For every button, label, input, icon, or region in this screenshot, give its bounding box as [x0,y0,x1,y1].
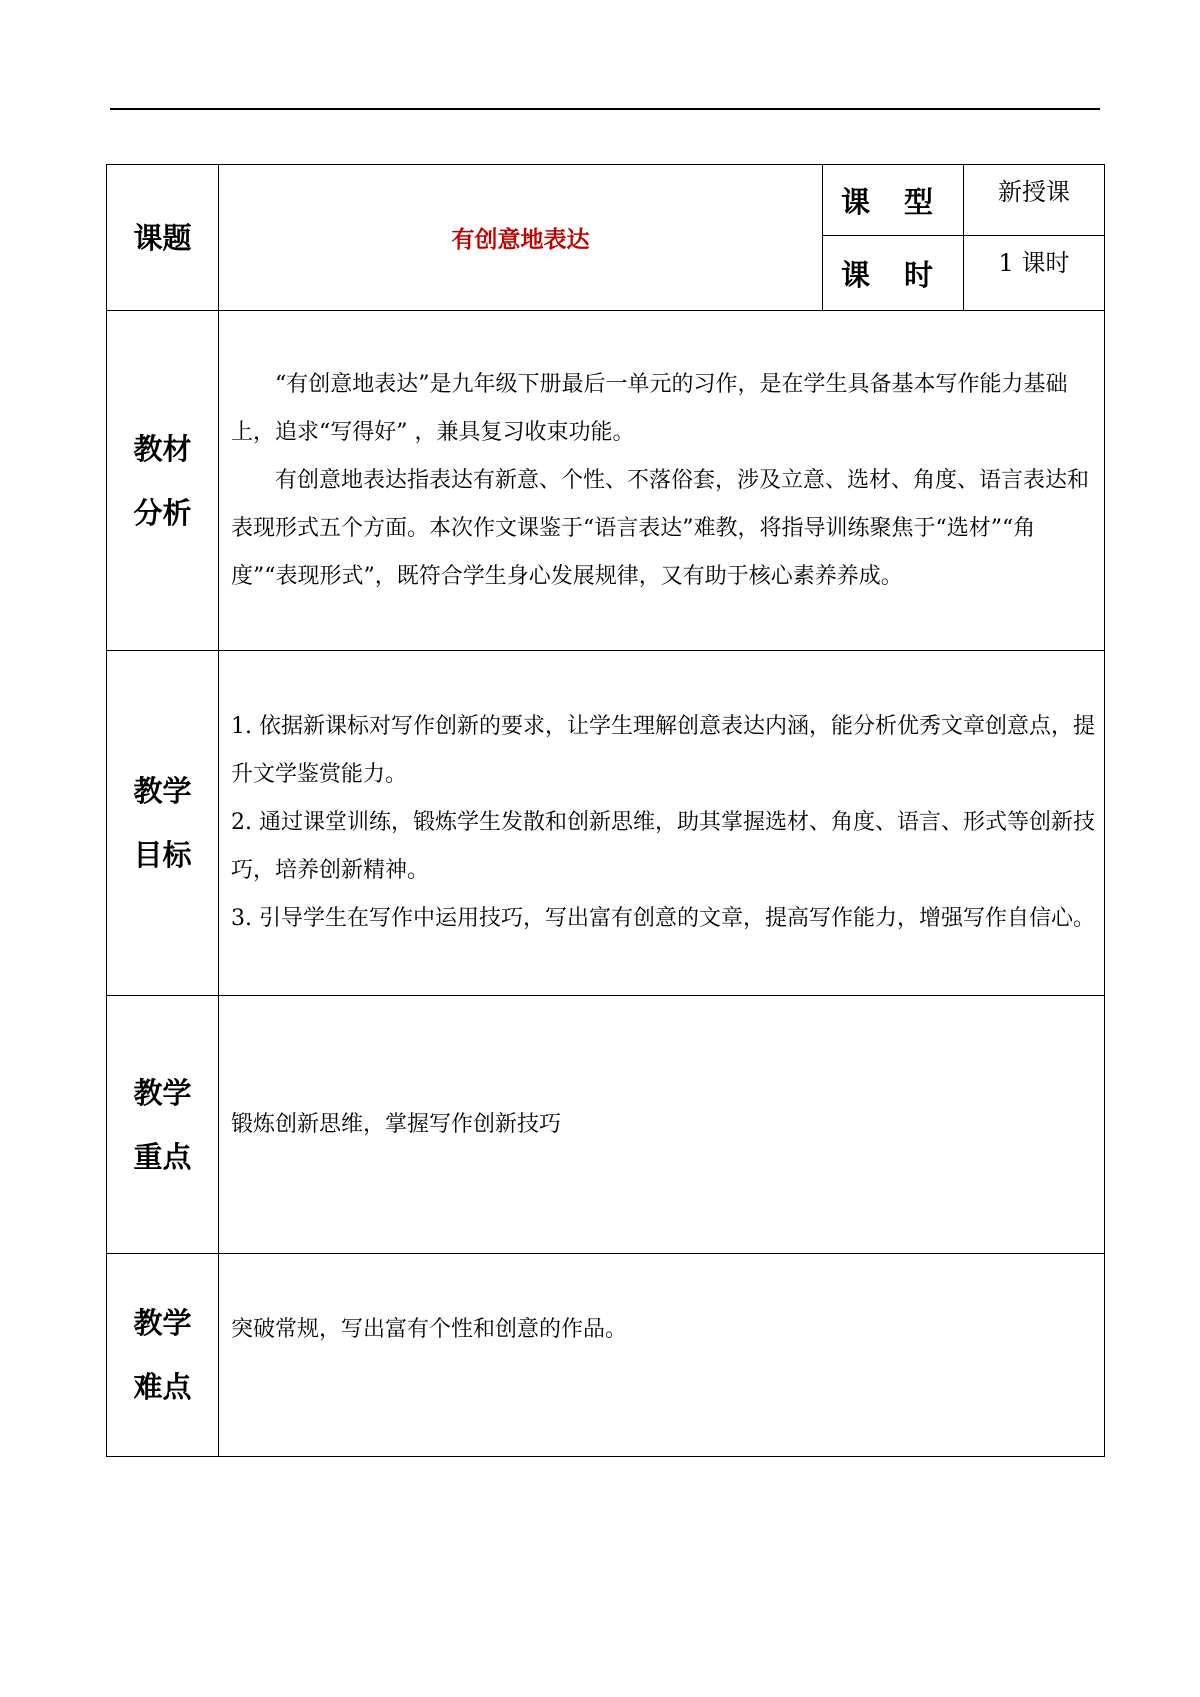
duration-value: 1 课时 [998,249,1070,277]
goals-label-line2: 目标 [133,838,192,872]
title-label: 课题 [133,220,192,255]
difficulties-label-line2: 难点 [133,1370,192,1404]
difficulties-row [107,1254,1105,1457]
title-row [107,165,1105,236]
analysis-row [107,311,1105,651]
duration-value-cell [964,236,1105,311]
analysis-paragraph: “有创意地表达”是九年级下册最后一单元的习作，是在学生具备基本写作能力基础上，追求“写得好” ，兼具复习收束功能。 [231,371,1068,445]
goal-item: 1. 依据新课标对写作创新的要求，让学生理解创意表达内涵，能分析优秀文章创意点，提升文学鉴赏能力。 [231,714,1095,787]
key-points-text: 锻炼创新思维，掌握写作创新技巧 [231,1111,562,1137]
title-label-cell [107,165,219,311]
duration-label-cell [823,236,964,311]
lesson-title: 有创意地表达 [451,227,590,253]
analysis-label-line1: 教材 [133,431,192,466]
lesson-type-label: 课 型 [840,184,946,219]
goals-label-cell [107,651,219,996]
header-rule [110,108,1100,110]
key-points-row [107,996,1105,1254]
key-points-label-line1: 教学 [133,1075,192,1110]
difficulties-content [219,1254,1105,1457]
difficulties-label-cell [107,1254,219,1457]
key-points-label-line2: 重点 [133,1139,192,1174]
lesson-plan-table [106,164,1105,1457]
duration-label: 课 时 [840,257,946,292]
title-cell [219,165,823,311]
lesson-type-value-cell [964,165,1105,236]
goal-item: 3. 引导学生在写作中运用技巧，写出富有创意的文章，提高写作能力，增强写作自信心。 [231,906,1095,931]
goals-content [219,651,1105,996]
difficulties-label-line1: 教学 [133,1306,192,1340]
goals-row [107,651,1105,996]
difficulties-text: 突破常规，写出富有个性和创意的作品。 [231,1317,628,1342]
goal-item: 2. 通过课堂训练，锻炼学生发散和创新思维，助其掌握选材、角度、语言、形式等创新技巧，培养创新精神。 [231,810,1095,883]
lesson-type-label-cell [823,165,964,236]
analysis-label-line2: 分析 [133,495,192,530]
analysis-label-cell [107,311,219,651]
analysis-paragraph: 有创意地表达指表达有新意、个性、不落俗套，涉及立意、选材、角度、语言表达和表现形式五个方面。本次作文课鉴于“语言表达”难教，将指导训练聚焦于“选材”“角度”“表现形式”，既符合学生身心发展规律，又有助于核心素养养成。 [231,467,1090,589]
analysis-content [219,311,1105,651]
key-points-content [219,996,1105,1254]
goals-label-line1: 教学 [133,774,192,808]
key-points-label-cell [107,996,219,1254]
lesson-type-value: 新授课 [998,178,1070,206]
